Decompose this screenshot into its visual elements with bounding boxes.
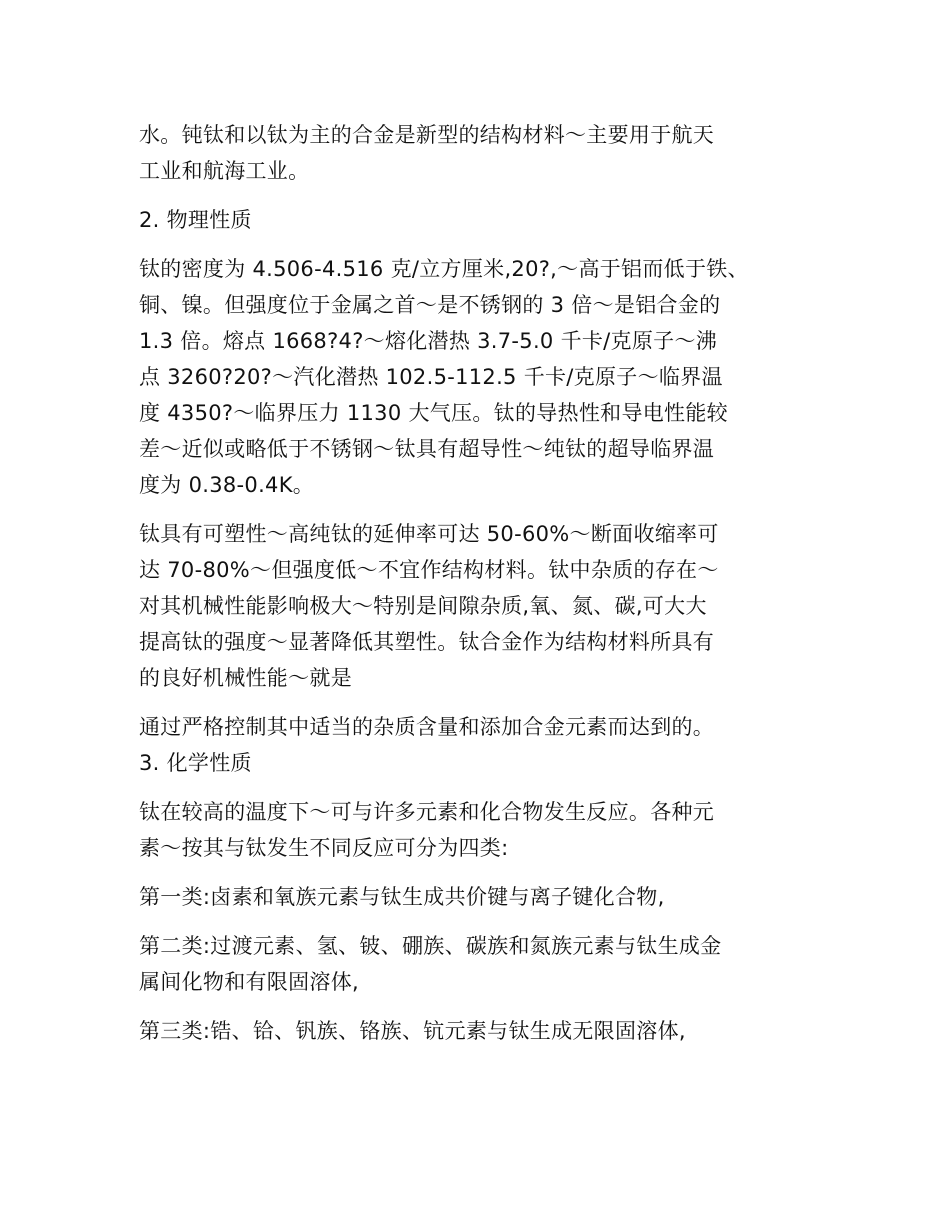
section-heading-chemical [139, 745, 839, 781]
heading-text: 3. 化学性质 [139, 751, 252, 775]
text-line: 第一类:卤素和氧族元素与钛生成共价键与离子键化合物, [139, 885, 665, 909]
document-body [139, 117, 839, 1049]
text-line: 属间化物和有限固溶体, [139, 970, 359, 994]
text-line: 钛的密度为 4.506-4.516 克/立方厘米,20?,～高于铝而低于铁、 [139, 257, 749, 281]
paragraph-physical-properties [139, 251, 839, 503]
text-line: 水。钝钛和以钛为主的合金是新型的结构材料～主要用于航天 [139, 123, 715, 147]
text-line: 对其机械性能影响极大～特别是间隙杂质,氧、氮、碳,可大大 [139, 594, 707, 618]
text-line: 铜、镍。但强度位于金属之首～是不锈钢的 3 倍～是铝合金的 [139, 293, 721, 317]
section-heading-physical [139, 202, 839, 238]
paragraph-class-1 [139, 879, 839, 915]
text-line: 1.3 倍。熔点 1668?4?～熔化潜热 3.7-5.0 千卡/克原子～沸 [139, 329, 718, 353]
text-line: 第二类:过渡元素、氢、铍、硼族、碳族和氮族元素与钛生成金 [139, 934, 722, 958]
paragraph-class-2 [139, 928, 839, 1000]
paragraph-class-3 [139, 1013, 839, 1049]
text-line: 提高钛的强度～显著降低其塑性。钛合金作为结构材料所具有 [139, 630, 715, 654]
text-line: 度 4350?～临界压力 1130 大气压。钛的导热性和导电性能较 [139, 401, 728, 425]
text-line: 钛在较高的温度下～可与许多元素和化合物发生反应。各种元 [139, 800, 715, 824]
paragraph-alloying [139, 709, 839, 745]
paragraph-chemical-properties [139, 794, 839, 866]
text-line: 素～按其与钛发生不同反应可分为四类: [139, 836, 509, 860]
text-line: 通过严格控制其中适当的杂质含量和添加合金元素而达到的。 [139, 715, 715, 739]
text-line: 第三类:锆、铪、钒族、铬族、钪元素与钛生成无限固溶体, [139, 1019, 686, 1043]
paragraph-plasticity [139, 516, 839, 696]
text-line: 达 70-80%～但强度低～不宜作结构材料。钛中杂质的存在～ [139, 558, 719, 582]
text-line: 度为 0.38-0.4K。 [139, 473, 315, 497]
text-line: 差～近似或略低于不锈钢～钛具有超导性～纯钛的超导临界温 [139, 437, 715, 461]
text-line: 工业和航海工业。 [139, 159, 310, 183]
text-line: 点 3260?20?～汽化潜热 102.5-112.5 千卡/克原子～临界温 [139, 365, 723, 389]
text-line: 钛具有可塑性～高纯钛的延伸率可达 50-60%～断面收缩率可 [139, 522, 719, 546]
paragraph-1 [139, 117, 839, 189]
text-line: 的良好机械性能～就是 [139, 666, 352, 690]
heading-text: 2. 物理性质 [139, 208, 252, 232]
